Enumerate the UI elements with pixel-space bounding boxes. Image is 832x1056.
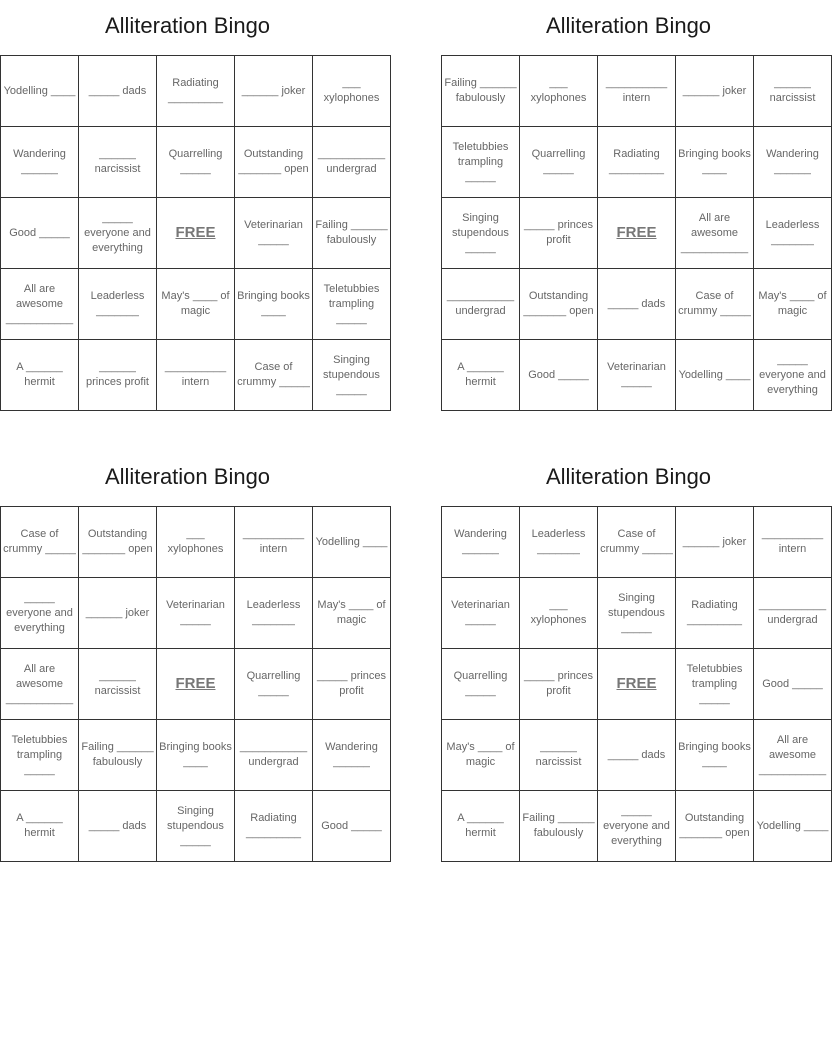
bingo-cell-text: Veterinarian _____ bbox=[451, 599, 510, 626]
bingo-cell bbox=[520, 340, 598, 411]
bingo-cell-text: Singing stupendous _____ bbox=[608, 591, 665, 634]
bingo-cell bbox=[79, 127, 157, 198]
bingo-grid bbox=[0, 55, 391, 411]
bingo-cell bbox=[598, 791, 676, 862]
bingo-cell bbox=[442, 127, 520, 198]
bingo-cell-text: Leaderless _______ bbox=[765, 219, 820, 246]
bingo-cell bbox=[79, 720, 157, 791]
bingo-cell bbox=[235, 198, 313, 269]
bingo-cell-text: Good _____ bbox=[762, 677, 823, 690]
bingo-cell-text: ______ joker bbox=[682, 535, 747, 548]
bingo-cell-text: Case of crummy _____ bbox=[237, 361, 310, 388]
bingo-cell-text: Teletubbies trampling _____ bbox=[452, 140, 509, 183]
bingo-cell-text: Leaderless _______ bbox=[246, 599, 301, 626]
bingo-cell bbox=[598, 340, 676, 411]
bingo-cell-text: Bringing books ____ bbox=[678, 741, 751, 768]
bingo-cell bbox=[754, 507, 832, 578]
bingo-cell bbox=[520, 127, 598, 198]
bingo-cell-text: Case of crummy _____ bbox=[3, 528, 76, 555]
bingo-cell bbox=[235, 507, 313, 578]
bingo-cell-text: _____ everyone and everything bbox=[84, 211, 151, 254]
bingo-cell bbox=[520, 791, 598, 862]
bingo-row bbox=[442, 507, 832, 578]
bingo-cell bbox=[313, 720, 391, 791]
bingo-cell bbox=[676, 56, 754, 127]
bingo-cell-text: Quarrelling _____ bbox=[453, 670, 508, 697]
bingo-cell bbox=[442, 198, 520, 269]
bingo-cell-text: Teletubbies trampling _____ bbox=[11, 733, 68, 776]
bingo-cell bbox=[442, 507, 520, 578]
bingo-cell bbox=[754, 198, 832, 269]
bingo-row bbox=[1, 127, 391, 198]
bingo-cell bbox=[157, 340, 235, 411]
bingo-cell bbox=[1, 56, 79, 127]
bingo-cell-text: A ______ hermit bbox=[16, 812, 63, 839]
bingo-cell-text: All are awesome ___________ bbox=[680, 211, 749, 254]
bingo-cell bbox=[79, 198, 157, 269]
bingo-cell-text: ______ narcissist bbox=[535, 741, 582, 768]
bingo-cell-text: Quarrelling _____ bbox=[246, 670, 301, 697]
bingo-cell bbox=[754, 720, 832, 791]
bingo-cell-text: ___________ undergrad bbox=[446, 290, 515, 317]
bingo-cell bbox=[79, 791, 157, 862]
bingo-cell bbox=[676, 198, 754, 269]
bingo-cell bbox=[442, 649, 520, 720]
bingo-cell-text: _____ everyone and everything bbox=[759, 353, 826, 396]
bingo-cell bbox=[79, 578, 157, 649]
bingo-cell-text: ______ joker bbox=[241, 84, 306, 97]
bingo-cell-text: Case of crummy _____ bbox=[678, 290, 751, 317]
bingo-cell bbox=[157, 127, 235, 198]
bingo-cell-text: Radiating _________ bbox=[608, 148, 665, 175]
bingo-cell-text: Singing stupendous _____ bbox=[323, 353, 380, 396]
bingo-row bbox=[1, 649, 391, 720]
bingo-cell-text: ___ xylophones bbox=[530, 77, 587, 104]
bingo-cell bbox=[520, 56, 598, 127]
bingo-row bbox=[1, 578, 391, 649]
bingo-cell bbox=[1, 507, 79, 578]
bingo-cell bbox=[79, 56, 157, 127]
bingo-cell bbox=[520, 507, 598, 578]
bingo-cell-text: Case of crummy _____ bbox=[600, 528, 673, 555]
bingo-cell-text: Leaderless _______ bbox=[90, 290, 145, 317]
bingo-cell-text: Yodelling ____ bbox=[678, 368, 751, 381]
bingo-row bbox=[1, 720, 391, 791]
bingo-cell bbox=[1, 198, 79, 269]
bingo-cell-text: ___ xylophones bbox=[323, 77, 380, 104]
bingo-cell bbox=[754, 340, 832, 411]
bingo-cell bbox=[520, 269, 598, 340]
bingo-cell bbox=[79, 507, 157, 578]
bingo-cell-text: Radiating _________ bbox=[245, 812, 302, 839]
bingo-cell bbox=[442, 578, 520, 649]
bingo-cell bbox=[520, 578, 598, 649]
bingo-cell bbox=[235, 791, 313, 862]
free-space-label: FREE bbox=[175, 674, 216, 692]
bingo-cell bbox=[754, 649, 832, 720]
bingo-cell bbox=[598, 56, 676, 127]
bingo-cell bbox=[520, 720, 598, 791]
bingo-cell bbox=[313, 340, 391, 411]
bingo-cell-text: Bringing books ____ bbox=[237, 290, 310, 317]
bingo-cell-text: A ______ hermit bbox=[457, 361, 504, 388]
bingo-cell-text: Veterinarian _____ bbox=[607, 361, 666, 388]
bingo-grid bbox=[441, 506, 832, 862]
bingo-cell-text: _____ dads bbox=[88, 819, 147, 832]
bingo-cell-text: Veterinarian _____ bbox=[166, 599, 225, 626]
bingo-cell bbox=[157, 56, 235, 127]
bingo-cell bbox=[754, 56, 832, 127]
bingo-cell-text: ______ narcissist bbox=[769, 77, 816, 104]
bingo-cell bbox=[79, 340, 157, 411]
bingo-card-3 bbox=[0, 451, 388, 862]
bingo-cell bbox=[1, 649, 79, 720]
free-space bbox=[157, 198, 235, 269]
bingo-cell-text: Outstanding _______ open bbox=[238, 148, 309, 175]
bingo-row bbox=[1, 340, 391, 411]
bingo-cell bbox=[235, 720, 313, 791]
bingo-cell-text: Veterinarian _____ bbox=[244, 219, 303, 246]
bingo-cell bbox=[313, 127, 391, 198]
bingo-cell-text: Outstanding _______ open bbox=[679, 812, 750, 839]
bingo-cell-text: Failing ______ fabulously bbox=[81, 741, 154, 768]
bingo-cell bbox=[676, 649, 754, 720]
bingo-cell-text: __________ intern bbox=[761, 528, 824, 555]
bingo-cell-text: Failing ______ fabulously bbox=[444, 77, 517, 104]
bingo-cell bbox=[676, 578, 754, 649]
bingo-cell-text: Teletubbies trampling _____ bbox=[686, 662, 743, 705]
bingo-cell-text: ___________ undergrad bbox=[317, 148, 386, 175]
bingo-cell bbox=[1, 127, 79, 198]
bingo-cell-text: _____ everyone and everything bbox=[6, 591, 73, 634]
bingo-cell-text: ___ xylophones bbox=[530, 599, 587, 626]
bingo-cell-text: _____ everyone and everything bbox=[603, 804, 670, 847]
bingo-cell bbox=[1, 720, 79, 791]
bingo-cell-text: Wandering ______ bbox=[766, 148, 819, 175]
bingo-cell-text: May's ____ of magic bbox=[161, 290, 230, 317]
bingo-cell-text: All are awesome ___________ bbox=[5, 282, 74, 325]
bingo-card-1 bbox=[0, 0, 388, 411]
bingo-cell bbox=[598, 507, 676, 578]
bingo-cell bbox=[235, 340, 313, 411]
bingo-cell bbox=[442, 791, 520, 862]
bingo-cell bbox=[676, 269, 754, 340]
bingo-row bbox=[442, 578, 832, 649]
bingo-cell-text: Yodelling ____ bbox=[756, 819, 829, 832]
bingo-cell bbox=[598, 127, 676, 198]
bingo-cell bbox=[313, 269, 391, 340]
bingo-cell bbox=[235, 56, 313, 127]
bingo-cell-text: ______ joker bbox=[85, 606, 150, 619]
bingo-row bbox=[442, 791, 832, 862]
bingo-row bbox=[442, 720, 832, 791]
card-title: Alliteration Bingo bbox=[104, 464, 271, 489]
bingo-cell-text: A ______ hermit bbox=[457, 812, 504, 839]
bingo-cell-text: __________ intern bbox=[242, 528, 305, 555]
bingo-cell bbox=[313, 198, 391, 269]
bingo-cell-text: ___________ undergrad bbox=[758, 599, 827, 626]
bingo-cell-text: ______ joker bbox=[682, 84, 747, 97]
card-title: Alliteration Bingo bbox=[545, 13, 712, 38]
bingo-cell bbox=[598, 578, 676, 649]
bingo-card-4 bbox=[441, 451, 829, 862]
bingo-row bbox=[442, 56, 832, 127]
free-space-label: FREE bbox=[175, 223, 216, 241]
bingo-cell bbox=[313, 507, 391, 578]
free-space bbox=[598, 198, 676, 269]
free-space-label: FREE bbox=[616, 223, 657, 241]
free-space-label: FREE bbox=[616, 674, 657, 692]
bingo-cell bbox=[313, 791, 391, 862]
bingo-cell-text: May's ____ of magic bbox=[317, 599, 386, 626]
bingo-cell bbox=[676, 127, 754, 198]
bingo-cell-text: Failing ______ fabulously bbox=[522, 812, 595, 839]
bingo-cell bbox=[313, 578, 391, 649]
bingo-cell-text: __________ intern bbox=[605, 77, 668, 104]
bingo-cell bbox=[235, 649, 313, 720]
bingo-cell bbox=[313, 56, 391, 127]
bingo-cell bbox=[676, 791, 754, 862]
bingo-cell-text: _____ princes profit bbox=[523, 219, 594, 246]
bingo-cell-text: All are awesome ___________ bbox=[5, 662, 74, 705]
bingo-row bbox=[1, 56, 391, 127]
bingo-cell-text: ______ narcissist bbox=[94, 148, 141, 175]
bingo-cell bbox=[754, 578, 832, 649]
bingo-cell bbox=[235, 578, 313, 649]
free-space bbox=[157, 649, 235, 720]
bingo-cell-text: Quarrelling _____ bbox=[168, 148, 223, 175]
bingo-cell bbox=[754, 127, 832, 198]
bingo-row bbox=[442, 127, 832, 198]
bingo-cell-text: Outstanding _______ open bbox=[82, 528, 153, 555]
bingo-cell-text: Teletubbies trampling _____ bbox=[323, 282, 380, 325]
bingo-cell-text: ___ xylophones bbox=[167, 528, 224, 555]
bingo-cell-text: _____ dads bbox=[88, 84, 147, 97]
bingo-cell-text: Bringing books ____ bbox=[159, 741, 232, 768]
bingo-cell-text: ______ narcissist bbox=[94, 670, 141, 697]
bingo-cell-text: Good _____ bbox=[9, 226, 70, 239]
bingo-cell bbox=[157, 578, 235, 649]
bingo-cell-text: Outstanding _______ open bbox=[523, 290, 594, 317]
bingo-cell bbox=[676, 340, 754, 411]
bingo-cell bbox=[676, 507, 754, 578]
bingo-cell-text: Singing stupendous _____ bbox=[167, 804, 224, 847]
bingo-cell bbox=[1, 791, 79, 862]
bingo-cell bbox=[1, 340, 79, 411]
bingo-cell bbox=[157, 791, 235, 862]
bingo-grid bbox=[441, 55, 832, 411]
bingo-cell bbox=[157, 269, 235, 340]
bingo-row bbox=[1, 791, 391, 862]
bingo-cell-text: Wandering ______ bbox=[454, 528, 507, 555]
bingo-cell-text: Quarrelling _____ bbox=[531, 148, 586, 175]
bingo-cell bbox=[676, 720, 754, 791]
bingo-cell bbox=[442, 720, 520, 791]
bingo-cell bbox=[1, 578, 79, 649]
bingo-cell-text: Bringing books ____ bbox=[678, 148, 751, 175]
bingo-cell-text: Yodelling ____ bbox=[3, 84, 76, 97]
bingo-cell bbox=[520, 649, 598, 720]
bingo-cell bbox=[79, 649, 157, 720]
bingo-cell-text: Leaderless _______ bbox=[531, 528, 586, 555]
bingo-cell-text: Radiating _________ bbox=[686, 599, 743, 626]
bingo-row bbox=[442, 340, 832, 411]
bingo-cell bbox=[442, 340, 520, 411]
bingo-cell-text: Good _____ bbox=[321, 819, 382, 832]
bingo-row bbox=[1, 507, 391, 578]
bingo-cell bbox=[235, 269, 313, 340]
bingo-cell-text: ______ princes profit bbox=[86, 361, 149, 388]
bingo-row bbox=[1, 198, 391, 269]
bingo-row bbox=[442, 269, 832, 340]
bingo-cell bbox=[442, 269, 520, 340]
bingo-cell-text: Failing ______ fabulously bbox=[315, 219, 388, 246]
bingo-cell bbox=[754, 269, 832, 340]
card-title: Alliteration Bingo bbox=[545, 464, 712, 489]
bingo-cell bbox=[442, 56, 520, 127]
bingo-cell-text: Radiating _________ bbox=[167, 77, 224, 104]
bingo-cell-text: May's ____ of magic bbox=[758, 290, 827, 317]
bingo-cell-text: All are awesome ___________ bbox=[758, 733, 827, 776]
bingo-cell bbox=[157, 507, 235, 578]
bingo-cell bbox=[157, 720, 235, 791]
bingo-cell bbox=[1, 269, 79, 340]
bingo-cell-text: A ______ hermit bbox=[16, 361, 63, 388]
free-space bbox=[598, 649, 676, 720]
bingo-cell-text: Yodelling ____ bbox=[315, 535, 388, 548]
bingo-cell bbox=[754, 791, 832, 862]
bingo-cell bbox=[598, 269, 676, 340]
bingo-cell-text: May's ____ of magic bbox=[446, 741, 515, 768]
bingo-cell-text: ___________ undergrad bbox=[239, 741, 308, 768]
bingo-cell bbox=[235, 127, 313, 198]
card-title: Alliteration Bingo bbox=[104, 13, 271, 38]
bingo-cell-text: _____ princes profit bbox=[523, 670, 594, 697]
bingo-cell bbox=[79, 269, 157, 340]
bingo-cell-text: _____ dads bbox=[607, 297, 666, 310]
bingo-row bbox=[442, 198, 832, 269]
bingo-grid bbox=[0, 506, 391, 862]
bingo-cell bbox=[313, 649, 391, 720]
bingo-cell-text: Good _____ bbox=[528, 368, 589, 381]
bingo-row bbox=[442, 649, 832, 720]
bingo-cell-text: Singing stupendous _____ bbox=[452, 211, 509, 254]
bingo-card-2 bbox=[441, 0, 827, 411]
bingo-row bbox=[1, 269, 391, 340]
bingo-cell-text: Wandering ______ bbox=[325, 741, 378, 768]
bingo-cell bbox=[598, 720, 676, 791]
bingo-cell bbox=[520, 198, 598, 269]
bingo-cell-text: _____ princes profit bbox=[316, 670, 387, 697]
bingo-cell-text: Wandering ______ bbox=[13, 148, 66, 175]
bingo-cell-text: __________ intern bbox=[164, 361, 227, 388]
bingo-cell-text: _____ dads bbox=[607, 748, 666, 761]
